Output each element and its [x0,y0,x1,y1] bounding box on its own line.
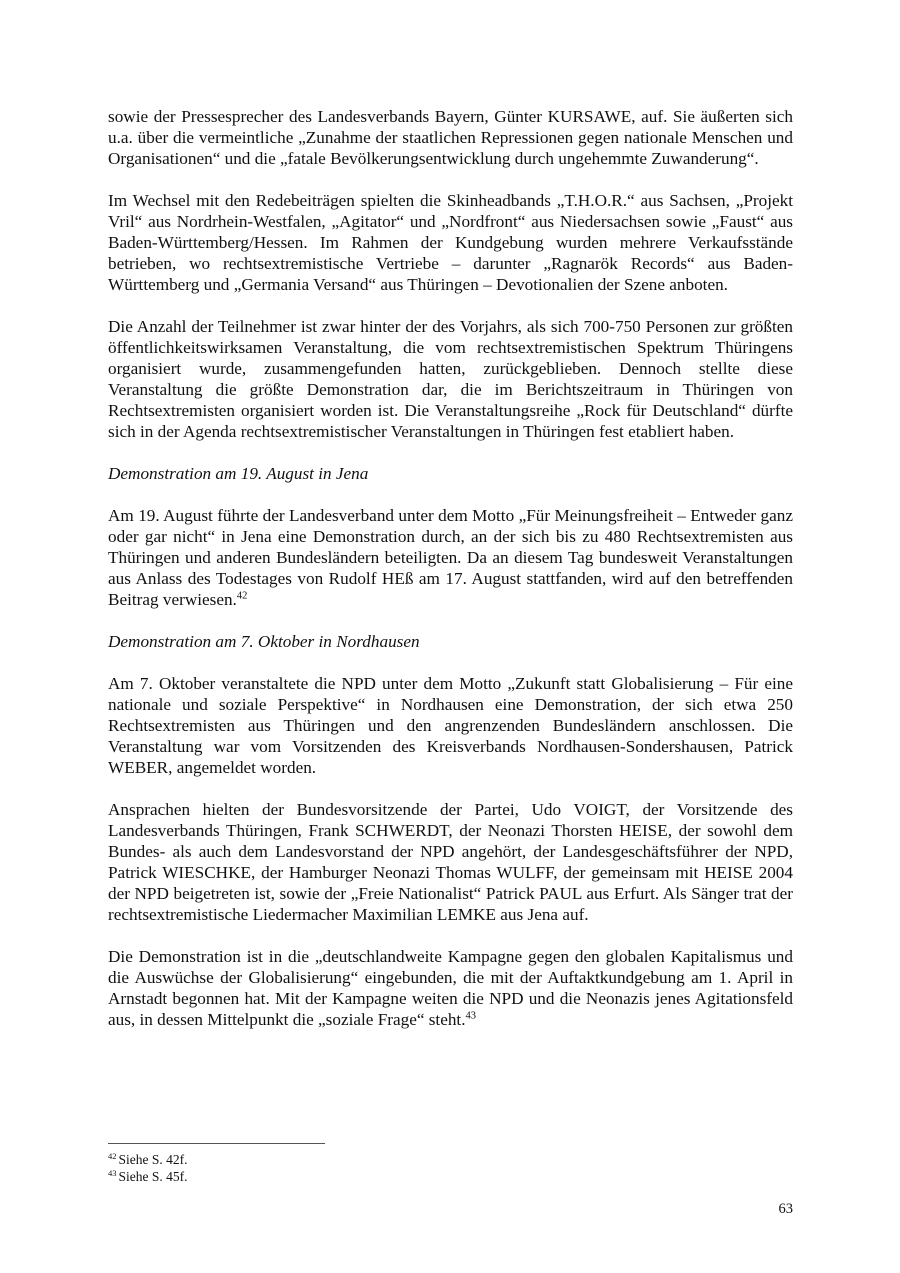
footnote-reference[interactable]: 43 [465,1010,477,1022]
paragraph-text: Im Wechsel mit den Redebeiträgen spielten die Skinheadbands „T.H.O.R.“ aus Sachsen, „Projekt Vril“ aus Nordrhein-Westfalen, „Agitator“ und „Nordfront“ aus Niedersachsen sowie „Faust“ aus Baden-Württemberg/Hessen. Im Rahmen der Kundgebung wurden mehrere Verkaufsstände betrieben, wo rechtsextremistische Vertriebe – darunter „Ragnarök Records“ aus Baden-Württemberg und „Germania Versand“ aus Thüringen – Devotionalien der Szene anboten. [108,191,793,294]
paragraph-text: Am 19. August führte der Landesverband unter dem Motto „Für Meinungsfreiheit – Entweder ganz oder gar nicht“ in Jena eine Demonstration durch, an der sich bis zu 480 Rechtsextremisten aus Thüringen und anderen Bundesländern beteiligten. Da an diesem Tag bundesweit Veranstaltungen aus Anlass des Todestages von Rudolf HEß am 17. August stattfanden, wird auf den betreffenden Beitrag verwiesen. [108,506,793,609]
page-number: 63 [778,1201,793,1217]
footnote-separator [108,1143,325,1144]
body-text [108,106,793,1030]
paragraph-text: sowie der Pressesprecher des Landesverbands Bayern, Günter KURSAWE, auf. Sie äußerten sich u.a. über die vermeintliche „Zunahme der staatlichen Repressionen gegen nationale Menschen und Organisationen“ und die „fatale Bevölkerungsentwicklung durch ungehemmte Zuwanderung“. [108,107,793,168]
paragraph-text: Die Demonstration ist in die „deutschlandweite Kampagne gegen den globalen Kapitalismus und die Auswüchse der Globalisierung“ eingebunden, die mit der Auftaktkundgebung am 1. April in Arnstadt begonnen hat. Mit der Kampagne weiten die NPD und die Neonazis jenes Agitationsfeld aus, in dessen Mittelpunkt die „soziale Frage“ steht. [108,947,793,1029]
footnote-text: Siehe S. 45f. [118,1169,188,1184]
paragraph [108,673,793,778]
section-heading: Demonstration am 19. August in Jena [108,464,369,483]
paragraph [108,190,793,295]
paragraph-text: Am 7. Oktober veranstaltete die NPD unter dem Motto „Zukunft statt Globalisierung – Für eine nationale und soziale Perspektive“ in Nordhausen eine Demonstration, der sich etwa 250 Rechtsextremisten aus Thüringen und den angrenzenden Bundesländern anschlossen. Die Veranstaltung war vom Vorsitzenden des Kreisverbands Nordhausen-Sondershausen, Patrick WEBER, angemeldet worden. [108,674,793,777]
paragraph-text: Die Anzahl der Teilnehmer ist zwar hinter der des Vorjahrs, als sich 700-750 Personen zur größten öffentlichkeitswirksamen Veranstaltung, die vom rechtsextremistischen Spektrum Thüringens organisiert wurde, zusammengefunden hatten, zurückgeblieben. Dennoch stellte diese Veranstaltung die größte Demonstration dar, die im Berichtszeitraum in Thüringen von Rechtsextremisten organisiert worden ist. Die Veranstaltungsreihe „Rock für Deutschland“ dürfte sich in der Agenda rechtsextremistischer Veranstaltungen in Thüringen fest etabliert haben. [108,317,793,441]
paragraph-text: Ansprachen hielten der Bundesvorsitzende der Partei, Udo VOIGT, der Vorsitzende des Landesverbands Thüringen, Frank SCHWERDT, der Neonazi Thorsten HEISE, der sowohl dem Bundes- als auch dem Landesvorstand der NPD angehört, der Landesgeschäftsführer der NPD, Patrick WIESCHKE, der Hamburger Neonazi Thomas WULFF, der gemeinsam mit HEISE 2004 der NPD beigetreten ist, sowie der „Freie Nationalist“ Patrick PAUL aus Erfurt. Als Sänger trat der rechtsextremistische Liedermacher Maximilian LEMKE aus Jena auf. [108,800,793,924]
footnote [108,1151,793,1168]
footnote-number: 42 [108,1150,117,1161]
footnote-reference[interactable]: 42 [236,590,248,602]
footnote-text: Siehe S. 42f. [118,1152,188,1167]
paragraph [108,505,793,610]
paragraph [108,946,793,1030]
footnote [108,1168,793,1185]
paragraph [108,799,793,925]
paragraph [108,106,793,169]
paragraph [108,316,793,442]
section-heading: Demonstration am 7. Oktober in Nordhausen [108,632,420,651]
footnote-number: 43 [108,1167,117,1178]
footnotes [108,1151,793,1185]
